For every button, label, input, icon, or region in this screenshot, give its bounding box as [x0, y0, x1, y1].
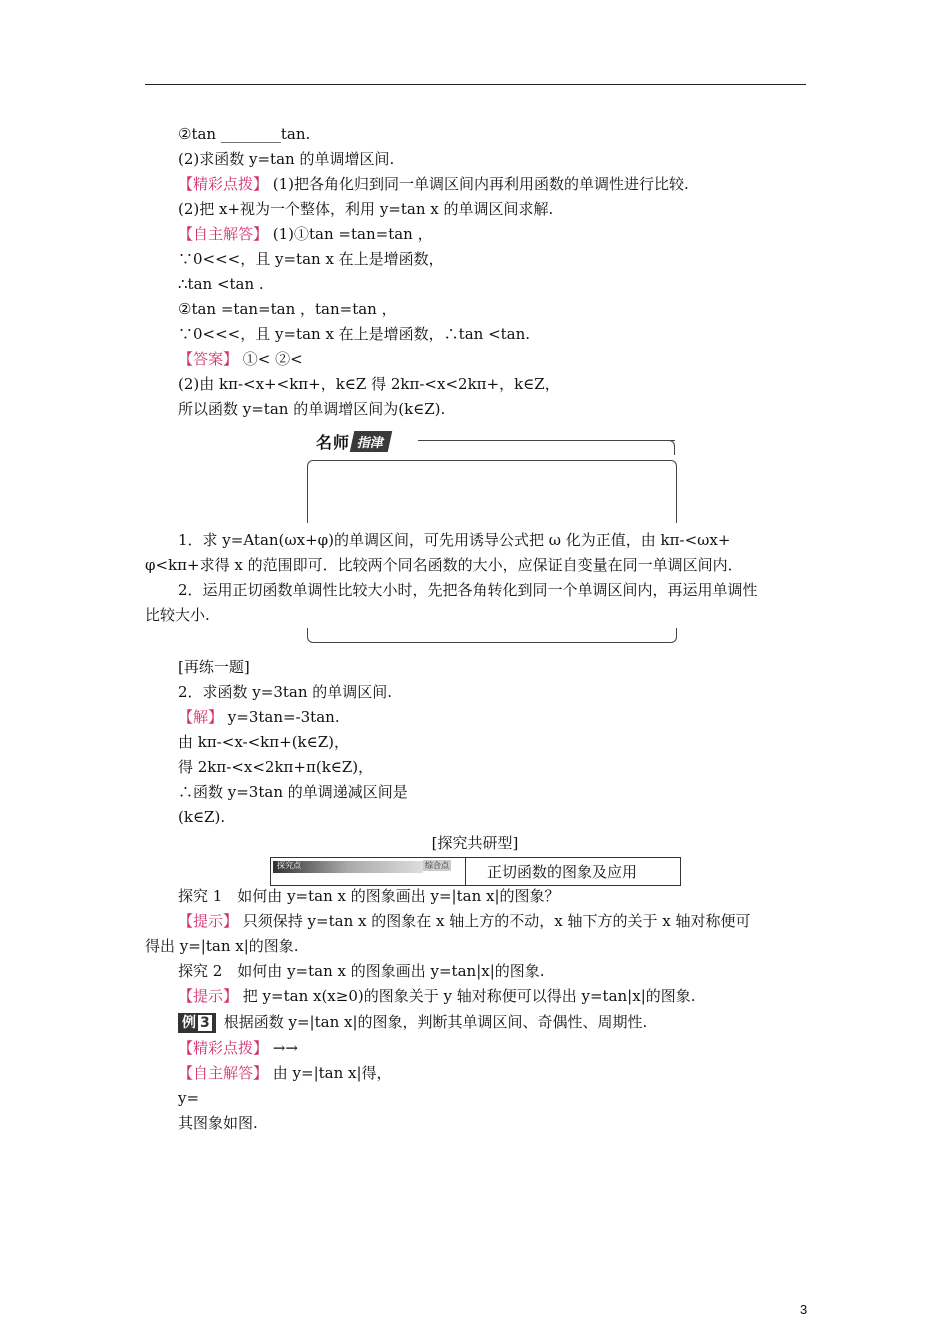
- tag-label: 【精彩点拨】: [178, 1039, 269, 1057]
- tip-text-line: φ<kπ+求得 x 的范围即可．比较两个同名函数的大小，应保证自变量在同一单调区间内．: [145, 556, 743, 574]
- tag-label: 【提示】: [178, 912, 239, 930]
- practice-question: 2．求函数 y=3tan 的单调区间.: [178, 683, 393, 701]
- text-line: ②tan =tan=tan ，tan=tan ，: [178, 300, 397, 318]
- tag-text: ①< ②<: [238, 350, 303, 368]
- text-line: [178, 986, 696, 1006]
- tip-text-line: 2．运用正切函数单调性比较大小时，先把各角转化到同一个单调区间内，再运用单调性: [178, 581, 758, 599]
- tip-box-bottom: [307, 628, 677, 643]
- example-text: 根据函数 y=|tan x|的图象，判断其单调区间、奇偶性、周期性.: [223, 1013, 648, 1031]
- tag-text: (1)把各角化归到同一单调区间内再利用函数的单调性进行比较.: [268, 175, 689, 193]
- practice-heading: [再练一题]: [178, 658, 250, 676]
- section-bar-left-label: 探究点: [277, 861, 301, 870]
- text-line: 所以函数 y=tan 的单调增区间为(k∈Z).: [178, 400, 446, 418]
- text-line: (2)由 kπ-<x+<kπ+，k∈Z 得 2kπ-<x<2kπ+，k∈Z，: [178, 375, 560, 393]
- tip-text-line: 比较大小.: [145, 606, 210, 624]
- tag-label: 【解】: [178, 708, 224, 726]
- text-line: ∴函数 y=3tan 的单调递减区间是: [178, 783, 408, 801]
- tag-text: 由 y=|tan x|得，: [268, 1064, 392, 1082]
- text-line: 得出 y=|tan x|的图象.: [145, 937, 299, 955]
- text-line: ∴tan <tan .: [178, 275, 264, 293]
- text-line: [178, 349, 303, 369]
- text-line: 其图象如图.: [178, 1114, 258, 1132]
- page-number: 3: [800, 1302, 808, 1317]
- tag-label: 【答案】: [178, 350, 239, 368]
- tag-label: 【自主解答】: [178, 1064, 269, 1082]
- section-bar-divider: [465, 858, 466, 885]
- tip-header-badge: 指津: [350, 431, 392, 452]
- text-line: [178, 1038, 298, 1058]
- text-line: (k∈Z).: [178, 808, 226, 826]
- tag-label: 【精彩点拨】: [178, 175, 269, 193]
- text-line: (2)把 x+视为一个整体，利用 y=tan x 的单调区间求解.: [178, 200, 554, 218]
- tag-text: 只须保持 y=tan x 的图象在 x 轴上方的不动，x 轴下方的关于 x 轴对称便可: [238, 912, 751, 930]
- text-line: ∵0<<<，且 y=tan x 在上是增函数，: [178, 250, 444, 268]
- text-line: [178, 911, 750, 931]
- tag-text: 把 y=tan x(x≥0)的图象关于 y 轴对称便可以得出 y=tan|x|的图象.: [238, 987, 696, 1005]
- text-line: 得 2kπ-<x<2kπ+π(k∈Z)，: [178, 758, 374, 776]
- example-badge-number: 3: [200, 1015, 210, 1031]
- section-bar-mid-label: 综合点: [425, 861, 449, 870]
- tag-text: y=3tan=-3tan.: [223, 708, 340, 726]
- tag-label: 【提示】: [178, 987, 239, 1005]
- section-bar: [270, 857, 681, 886]
- text-line: 探究 1 如何由 y=tan x 的图象画出 y=|tan x|的图象？: [178, 887, 560, 905]
- text-line: 由 kπ-<x-<kπ+(k∈Z)，: [178, 733, 350, 751]
- tag-label: 【自主解答】: [178, 225, 269, 243]
- text-line: [178, 707, 340, 727]
- section-title: 正切函数的图象及应用: [487, 863, 638, 881]
- text-line: 探究 2 如何由 y=tan x 的图象画出 y=tan|x|的图象.: [178, 962, 545, 980]
- tag-text: (1)①tan =tan=tan ，: [268, 225, 433, 243]
- text-line: [178, 1012, 647, 1033]
- tip-corner: [660, 440, 675, 455]
- text-line: [178, 174, 689, 194]
- text-line: [178, 1063, 392, 1083]
- text-line: ∵0<<<，且 y=tan x 在上是增函数，∴tan <tan.: [178, 325, 531, 343]
- header-rule: [145, 84, 806, 85]
- text-line: ②tan ________tan.: [178, 125, 311, 143]
- section-type-label: [探究共研型]: [431, 834, 519, 852]
- tip-top-rule: [418, 440, 675, 441]
- tag-text: →→: [268, 1039, 298, 1057]
- tip-box: [307, 460, 677, 523]
- tip-header: [316, 429, 390, 453]
- text-line: y=: [178, 1089, 200, 1107]
- text-line: [178, 224, 433, 244]
- example-badge: [178, 1013, 216, 1033]
- text-line: (2)求函数 y=tan 的单调增区间.: [178, 150, 395, 168]
- tip-header-title: 名师: [316, 432, 351, 452]
- example-badge-label: 例: [182, 1015, 196, 1031]
- tip-text-line: 1．求 y=Atan(ωx+φ)的单调区间，可先用诱导公式把 ω 化为正值，由 kπ-<ωx+: [178, 531, 731, 549]
